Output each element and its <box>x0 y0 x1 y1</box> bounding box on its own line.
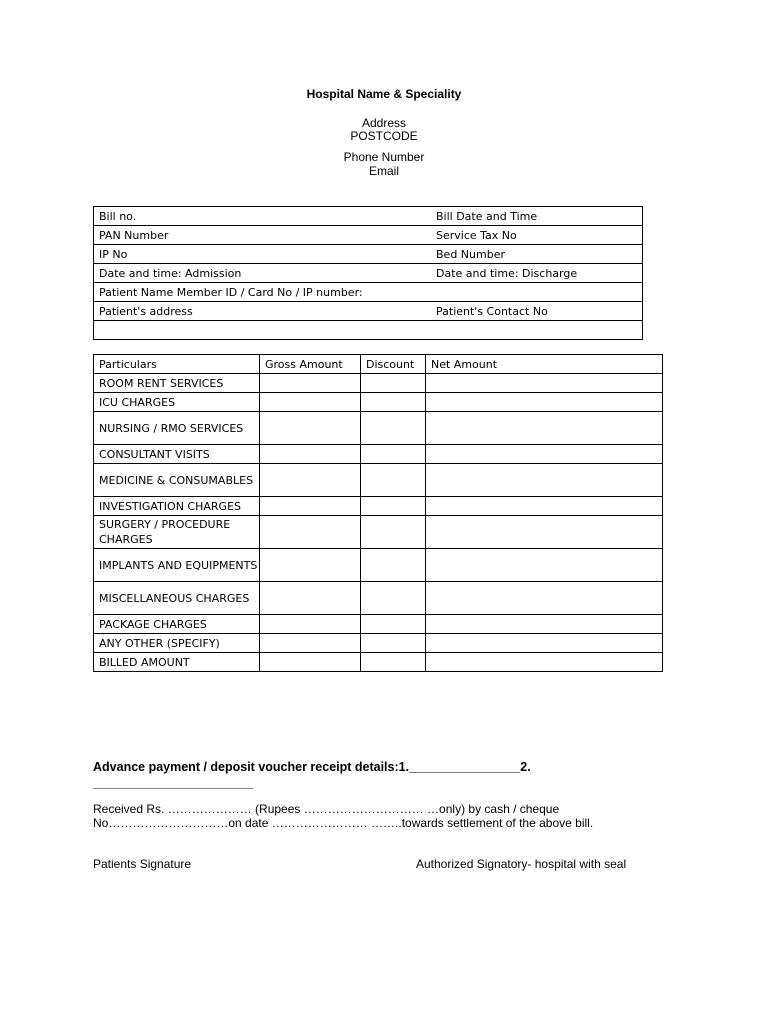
header-discount: Discount <box>361 355 426 374</box>
info-row <box>94 283 643 302</box>
charge-particular: ROOM RENT SERVICES <box>94 374 260 393</box>
charge-row <box>94 374 663 393</box>
bill-no-label: Bill no. <box>94 207 432 226</box>
charge-discount <box>361 464 426 497</box>
bill-date-label: Bill Date and Time <box>431 207 643 226</box>
charge-gross-amount <box>260 634 361 653</box>
charge-discount <box>361 497 426 516</box>
charge-particular: IMPLANTS AND EQUIPMENTS <box>94 549 260 582</box>
charge-discount <box>361 615 426 634</box>
charge-net-amount <box>426 412 663 445</box>
charge-gross-amount <box>260 393 361 412</box>
header-gross-amount: Gross Amount <box>260 355 361 374</box>
charge-discount <box>361 445 426 464</box>
info-row <box>94 245 643 264</box>
charge-particular: SURGERY / PROCEDURE CHARGES <box>94 516 260 549</box>
charge-net-amount <box>426 549 663 582</box>
discharge-label: Date and time: Discharge <box>431 264 643 283</box>
header-particulars: Particulars <box>94 355 260 374</box>
charge-net-amount <box>426 445 663 464</box>
charge-net-amount <box>426 374 663 393</box>
charges-body <box>94 374 663 672</box>
charge-row <box>94 412 663 445</box>
charge-particular: BILLED AMOUNT <box>94 653 260 672</box>
info-row <box>94 226 643 245</box>
charge-particular: CONSULTANT VISITS <box>94 445 260 464</box>
patient-info-table <box>93 206 643 340</box>
charge-discount <box>361 653 426 672</box>
received-line: Received Rs. ………………… (Rupees ………………………… …only) by cash / cheque <box>93 802 560 816</box>
patient-contact-label: Patient's Contact No <box>431 302 643 321</box>
info-row <box>94 264 643 283</box>
charge-particular: PACKAGE CHARGES <box>94 615 260 634</box>
charge-discount <box>361 374 426 393</box>
charge-gross-amount <box>260 497 361 516</box>
charge-row <box>94 549 663 582</box>
patient-signature-label: Patients Signature <box>93 857 192 871</box>
charge-gross-amount <box>260 516 361 549</box>
charge-row <box>94 393 663 412</box>
charge-row <box>94 634 663 653</box>
charge-net-amount <box>426 464 663 497</box>
charge-net-amount <box>426 393 663 412</box>
charge-discount <box>361 393 426 412</box>
authorized-signatory-label: Authorized Signatory- hospital with seal <box>416 857 627 871</box>
charge-row <box>94 653 663 672</box>
charge-gross-amount <box>260 374 361 393</box>
postcode-line: POSTCODE <box>350 129 418 143</box>
charge-row <box>94 615 663 634</box>
charge-particular: MEDICINE & CONSUMABLES <box>94 464 260 497</box>
charge-discount <box>361 516 426 549</box>
charge-net-amount <box>426 634 663 653</box>
charge-discount <box>361 549 426 582</box>
charge-gross-amount <box>260 464 361 497</box>
charge-gross-amount <box>260 445 361 464</box>
info-row <box>94 302 643 321</box>
admission-label: Date and time: Admission <box>94 264 432 283</box>
charge-row <box>94 497 663 516</box>
charge-gross-amount <box>260 653 361 672</box>
charge-row <box>94 516 663 549</box>
pan-label: PAN Number <box>94 226 432 245</box>
patient-name-label: Patient Name Member ID / Card No / IP number: <box>94 283 643 302</box>
charge-discount <box>361 634 426 653</box>
charge-net-amount <box>426 615 663 634</box>
service-tax-label: Service Tax No <box>431 226 643 245</box>
received-line-continued: No…………………………on date …………………… ……..towards settlement of the above bill. <box>93 816 594 830</box>
phone-line: Phone Number <box>343 150 425 164</box>
info-row-empty <box>94 321 643 340</box>
hospital-title: Hospital Name & Speciality <box>306 87 462 101</box>
info-row <box>94 207 643 226</box>
charge-particular: ICU CHARGES <box>94 393 260 412</box>
email-line: Email <box>368 164 399 178</box>
charge-net-amount <box>426 516 663 549</box>
patient-address-label: Patient's address <box>94 302 432 321</box>
charge-particular: INVESTIGATION CHARGES <box>94 497 260 516</box>
charge-discount <box>361 582 426 615</box>
charge-row <box>94 582 663 615</box>
charge-gross-amount <box>260 412 361 445</box>
charge-net-amount <box>426 582 663 615</box>
charge-gross-amount <box>260 549 361 582</box>
bed-number-label: Bed Number <box>431 245 643 264</box>
advance-payment-line-continued: ________________________ <box>93 776 254 790</box>
charge-particular: ANY OTHER (SPECIFY) <box>94 634 260 653</box>
charge-net-amount <box>426 653 663 672</box>
advance-payment-line: Advance payment / deposit voucher receipt details:1.________________2. <box>93 760 531 774</box>
charge-row <box>94 445 663 464</box>
charge-row <box>94 464 663 497</box>
empty-cell <box>94 321 643 340</box>
charge-net-amount <box>426 497 663 516</box>
ip-no-label: IP No <box>94 245 432 264</box>
charge-particular: NURSING / RMO SERVICES <box>94 412 260 445</box>
header-net-amount: Net Amount <box>426 355 663 374</box>
charge-gross-amount <box>260 615 361 634</box>
charge-discount <box>361 412 426 445</box>
charge-particular: MISCELLANEOUS CHARGES <box>94 582 260 615</box>
charges-table <box>93 354 663 672</box>
charges-header-row <box>94 355 663 374</box>
address-line: Address <box>361 116 407 130</box>
charge-gross-amount <box>260 582 361 615</box>
